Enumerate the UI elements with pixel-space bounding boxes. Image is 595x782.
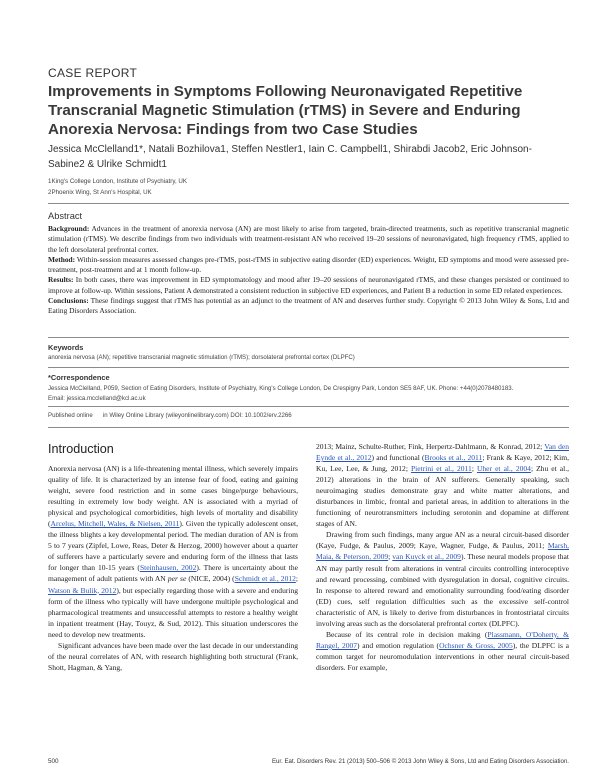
correspondence-heading: *Correspondence bbox=[48, 373, 110, 382]
left-column bbox=[48, 463, 298, 673]
intro-paragraph-3: Drawing from such findings, many argue AN as a neural circuit-based disorder (Kaye, Fudge, & Paulus, 2009; Kaye, Wagner, Fudge, & Paulus, 2011; Marsh, Maia, & Peterson, 2009; van Kuyck et al., 2009). These neural models propose that AN may partly result from alterations in ventral circuits controlling interoceptive and reward processing, combined with dysregulation in dorsal, cognitive circuits. In response to altered reward and emotionality surrounding food/eating disorder (ED) cues, self regulation difficulties such as the excessive self-control characteristic of AN, is likely to derive from disturbances in frontostriatal circuits involving areas such as the dorsolateral prefrontal cortex (DLPFC). bbox=[316, 530, 569, 628]
keywords-rule bbox=[48, 367, 569, 368]
citation-link[interactable]: Marsh, Maia, & Peterson, 2009 bbox=[316, 541, 569, 562]
affiliation-1: 1King's College London, Institute of Psychiatry, UK bbox=[48, 178, 187, 185]
abstract-body bbox=[48, 224, 569, 317]
section-label: CASE REPORT bbox=[48, 66, 138, 80]
citation-link[interactable]: Steinhausen, 2002 bbox=[139, 563, 197, 573]
page-number: 500 bbox=[48, 758, 59, 765]
correspondence-email[interactable]: Email: jessica.mcclelland@kcl.ac.uk bbox=[48, 395, 146, 402]
intro-paragraph-1: Anorexia nervosa (AN) is a life-threatening mental illness, which severely impairs quality of life. It is characterized by an intense fear of food, eating and gaining weight, severe food restriction and in some cases binge/purge behaviours, resulting in extremely low body weight. AN is associated with a myriad of physical and psychological comorbidities, high levels of mortality and disability (Arcelus, Mitchell, Wales, & Nielsen, 2011). Given the typically adolescent onset, the illness blights a key developmental period. The median duration of AN is from 5 to 7 years (Zipfel, Lowe, Reas, Deter & Herzog, 2000) however about a quarter of sufferers have a particularly severe and enduring form of the illness that lasts for longer than 10-15 years (Steinhausen, 2002). There is uncertainty about the management of adult patients with AN per se (NICE, 2004) (Schmidt et al., 2012; Watson & Bulik, 2012), but especially regarding those with a severe and enduring form of the illness who typically will have undergone multiple psychological and pharmacological treatments and unsuccessful attempts to restore a healthy weight in inpatient treatment (Hay, Touyz, & Sud, 2012). This situation underscores the need to develop new treatments. bbox=[48, 464, 299, 639]
abstract-conclusions: These findings suggest that rTMS has potential as an adjunct to the treatment of AN and deserves further study. Copyright © 2013 John Wiley & Sons, Ltd and Eating Disorders Association. bbox=[48, 296, 569, 316]
citation-link[interactable]: Pietrini et al., 2011 bbox=[410, 464, 472, 474]
method-label: Method: bbox=[48, 254, 76, 264]
citation-link[interactable]: Arcelus, Mitchell, Wales, & Nielsen, 2011 bbox=[50, 519, 180, 529]
keywords-heading: Keywords bbox=[48, 343, 84, 352]
intro-paragraph-2: Significant advances have been made over the last decade in our understanding of the neural correlates of AN, with research highlighting both structural (Frank, Shott, Hagman, & Yang, bbox=[48, 640, 298, 672]
intro-paragraph-4: Because of its central role in decision making (Plassmann, O'Doherty, & Rangel, 2007) and emotion regulation (Ochsner & Gross, 2005), the DLPFC is a common target for neuromodulation interventions in other neural circuit-based disorders. For example, bbox=[316, 629, 569, 672]
affiliations bbox=[48, 176, 448, 198]
keywords-text: anorexia nervosa (AN); repetitive transcranial magnetic stimulation (rTMS); dorsolateral prefrontal cortex (DLPFC) bbox=[48, 354, 355, 361]
journal-footer: Eur. Eat. Disorders Rev. 21 (2013) 500–506 © 2013 John Wiley & Sons, Ltd and Eating Disorders Association. bbox=[271, 758, 569, 765]
abstract-results: In both cases, there was improvement in ED symptomatology and mood after 19–20 sessions of neuronavigated rTMS, and these changes persisted or continued to improve at follow-up. Within sessions, Patient A demonstrated a consistent reduction in subjective ED experiences, and Patient B a reduction in some ED related experiences. bbox=[48, 275, 569, 295]
citation-link[interactable]: Schmidt et al., 2012 bbox=[234, 574, 296, 584]
citation-link[interactable]: Ochsner & Gross, 2005 bbox=[439, 640, 513, 650]
correspondence-text bbox=[48, 384, 569, 404]
article-title: Improvements in Symptoms Following Neuronavigated Repetitive Transcranial Magnetic Stimulation (rTMS) in Severe and Enduring Anorexia Nervosa: Findings from two Case Studies bbox=[48, 83, 523, 138]
abstract-top-rule bbox=[48, 203, 569, 204]
citation-link[interactable]: Uher et al., 2004 bbox=[476, 464, 531, 474]
introduction-heading: Introduction bbox=[48, 442, 114, 456]
published-line: Published online in Wiley Online Library (wileyonlinelibrary.com) DOI: 10.1002/erv.2266 bbox=[48, 412, 292, 419]
abstract-method: Within-session measures assessed changes pre-rTMS, post-rTMS in subjective eating disorder (ED) experiences. Weight, ED symptoms and mood were assessed pre-treatment, post-treatment and at 1 month follow-up. bbox=[48, 254, 569, 275]
right-column bbox=[316, 441, 569, 673]
published-rule bbox=[48, 427, 569, 428]
citation-link[interactable]: Brooks et al., 2011 bbox=[424, 453, 483, 463]
author-list: Jessica McClelland1*, Natali Bozhilova1, Steffen Nestler1, Iain C. Campbell1, Shirabdi Jacob2, Eric Johnson-Sabine2 & Ulrike Schmidt1 bbox=[48, 144, 532, 170]
abstract-heading: Abstract bbox=[48, 211, 83, 221]
intro-paragraph-2-cont: 2013; Mainz, Schulte-Ruther, Fink, Herpertz-Dahlmann, & Konrad, 2012; Van den Eynde et al., 2012) and functional (Brooks et al., 2011; Frank & Kaye, 2012; Kim, Ku, Lee, Lee, & Jung, 2012; Pietrini et al., 2011; Uher et al., 2004; Zhu et al., 2012) alterations in the brain of AN sufferers. Generally speaking, such neuroimaging studies demonstrate gray and white matter alterations, and disturbances in limbic, frontal and parietal areas, in addition to alterations in the functioning of neurotransmitters including serotonin and dopamine at different stages of AN. bbox=[316, 442, 570, 529]
abstract-bottom-rule bbox=[48, 337, 569, 338]
citation-link[interactable]: van Kuyck et al., 2009 bbox=[392, 552, 461, 562]
background-label: Background: bbox=[48, 224, 90, 233]
citation-link[interactable]: Van den Eynde et al., 2012 bbox=[316, 442, 569, 463]
correspondence-rule bbox=[48, 406, 569, 407]
abstract-background: Advances in the treatment of anorexia nervosa (AN) are most likely to arise from targeted, brain-directed treatments, such as repetitive transcranial magnetic stimulation (rTMS). We describe findings from two individuals with treatment-resistant AN who received 19–20 sessions of neuronavigated, high frequency rTMS, applied to the left dorsolateral prefrontal cortex. bbox=[48, 224, 569, 254]
affiliation-2: 2Phoenix Wing, St Ann's Hospital, UK bbox=[48, 189, 152, 196]
citation-link[interactable]: Watson & Bulik, 2012 bbox=[48, 585, 117, 595]
conclusions-label: Conclusions: bbox=[48, 296, 89, 306]
results-label: Results: bbox=[48, 275, 74, 285]
correspondence-address: Jessica McClelland, P059, Section of Eating Disorders, Institute of Psychiatry, King's College London, De Crespigny Park, London SE5 8AF, UK. Phone: +44(0)2078480183. bbox=[48, 385, 514, 392]
citation-link[interactable]: Plassmann, O'Doherty, & Rangel, 2007 bbox=[316, 629, 569, 650]
